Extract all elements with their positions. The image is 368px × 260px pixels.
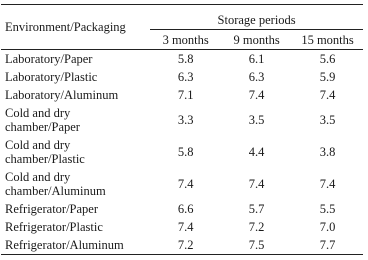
cell-3-months: 6.6 xyxy=(177,202,194,216)
cell-9-months: 7.4 xyxy=(248,88,265,102)
cell-3-months: 3.3 xyxy=(177,113,194,127)
cell-15-months: 5.6 xyxy=(319,52,336,66)
row-label: Refrigerator/Plastic xyxy=(5,220,103,234)
header-period-9-months: 9 months xyxy=(221,30,292,50)
header-storage-periods: Storage periods xyxy=(150,5,363,30)
table-row xyxy=(1,168,363,200)
cell-15-months: 3.5 xyxy=(319,113,336,127)
cell-9-months: 5.7 xyxy=(248,202,265,216)
cell-15-months: 3.8 xyxy=(319,145,336,159)
row-label: Laboratory/Plastic xyxy=(5,70,98,84)
row-label-line1: Cold and dry xyxy=(5,169,71,184)
cell-15-months: 7.4 xyxy=(319,177,336,191)
header-row-top xyxy=(1,5,363,30)
table-row xyxy=(1,136,363,168)
cell-9-months: 3.5 xyxy=(248,113,265,127)
row-label xyxy=(1,168,150,200)
header-environment-packaging: Environment/Packaging xyxy=(1,5,150,50)
cell-3-months: 5.8 xyxy=(177,145,194,159)
table-row xyxy=(1,68,363,86)
row-label: Laboratory/Paper xyxy=(5,52,93,66)
header-period-15-months: 15 months xyxy=(292,30,363,50)
table-row xyxy=(1,200,363,218)
row-label: Refrigerator/Aluminum xyxy=(1,236,150,255)
table-row xyxy=(1,236,363,255)
cell-15-months: 7.0 xyxy=(319,220,336,234)
table-row xyxy=(1,104,363,136)
row-label xyxy=(1,104,150,136)
row-label: Laboratory/Aluminum xyxy=(5,88,119,102)
table-row xyxy=(1,86,363,104)
cell-15-months: 5.5 xyxy=(319,202,336,216)
row-label-line1: Cold and dry xyxy=(5,137,71,152)
row-label-line2: chamber/Plastic xyxy=(5,152,85,166)
cell-3-months: 7.2 xyxy=(150,236,221,255)
table-body xyxy=(1,50,363,255)
row-label-line2: chamber/Paper xyxy=(5,120,80,134)
header-period-3-months: 3 months xyxy=(150,30,221,50)
cell-9-months: 6.3 xyxy=(248,70,265,84)
cell-3-months: 7.1 xyxy=(177,88,194,102)
storage-table xyxy=(1,4,363,255)
cell-3-months: 6.3 xyxy=(177,70,194,84)
cell-3-months: 7.4 xyxy=(177,220,194,234)
row-label-line1: Cold and dry xyxy=(5,105,71,120)
cell-3-months: 7.4 xyxy=(177,177,194,191)
table-row xyxy=(1,50,363,69)
cell-9-months: 7.2 xyxy=(248,220,265,234)
cell-3-months: 5.8 xyxy=(177,52,194,66)
table-header xyxy=(1,5,363,50)
cell-9-months: 7.4 xyxy=(248,177,265,191)
cell-9-months: 7.5 xyxy=(221,236,292,255)
cell-15-months: 7.7 xyxy=(292,236,363,255)
cell-9-months: 4.4 xyxy=(248,145,265,159)
cell-15-months: 7.4 xyxy=(319,88,336,102)
row-label: Refrigerator/Paper xyxy=(5,202,99,216)
row-label xyxy=(1,136,150,168)
cell-15-months: 5.9 xyxy=(319,70,336,84)
cell-9-months: 6.1 xyxy=(248,52,265,66)
row-label-line2: chamber/Aluminum xyxy=(5,184,106,198)
table-row xyxy=(1,218,363,236)
